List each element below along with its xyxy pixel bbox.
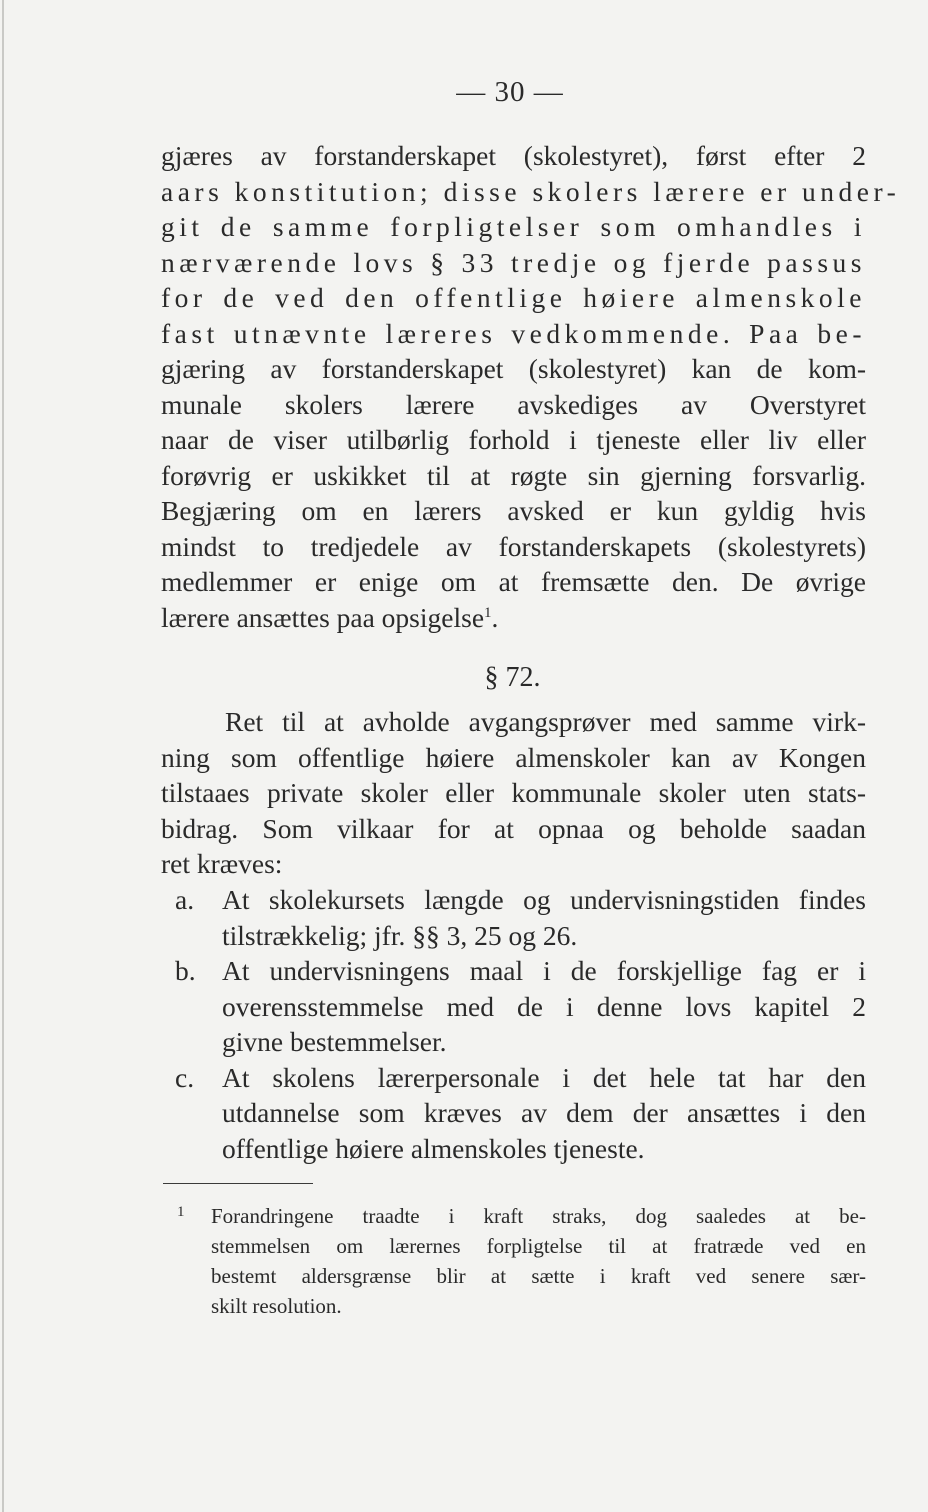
- text-line: utdannelse som kræves av dem der ansættes i den: [222, 1097, 866, 1128]
- text-line: bestemt aldersgrænse blir at sætte i kraft ved senere sær-: [211, 1264, 866, 1288]
- text-line: mindst to tredjedele av forstanderskapets (skolestyrets): [161, 530, 866, 562]
- text-line: ret kræves:: [161, 848, 283, 879]
- sentence-end: .: [491, 601, 499, 633]
- list-marker: b.: [175, 955, 196, 986]
- footnote-reference: 1: [484, 604, 492, 621]
- text-line: stemmelsen om lærernes forpligtelse til at fratræde ved en: [211, 1234, 866, 1258]
- text-line: naar de viser utilbørlig forhold i tjeneste eller liv eller: [161, 424, 866, 455]
- text-line: [161, 600, 866, 636]
- text-line: git de samme forpligtelser som omhandles i: [161, 211, 866, 242]
- paragraph-2: [161, 704, 866, 882]
- text-line: offentlige høiere almenskoles tjeneste.: [222, 1132, 645, 1164]
- text-line: fast utnævnte læreres vedkommende. Paa be-: [161, 317, 866, 349]
- text-line: for de ved den offentlige høiere almenskole: [161, 282, 866, 313]
- text-line-content: lærere ansættes paa opsigelse: [161, 601, 485, 633]
- text-line: overensstemmelse med de i denne lovs kapitel 2: [222, 990, 866, 1022]
- text-line: givne bestemmelser.: [222, 1026, 447, 1057]
- text-line: Forandringene traadte i kraft straks, dog saaledes at be-: [211, 1204, 866, 1228]
- list-item: [161, 882, 866, 953]
- footnote-divider: [163, 1183, 313, 1184]
- text-line: tilstrækkelig; jfr. §§ 3, 25 og 26.: [222, 919, 578, 951]
- list-item: [161, 953, 866, 1060]
- text-line: bidrag. Som vilkaar for at opnaa og beholde saadan: [161, 812, 866, 844]
- text-line: Ret til at avholde avgangsprøver med samme virk-: [225, 706, 866, 737]
- text-line: gjæring av forstanderskapet (skolestyret) kan de kom-: [161, 353, 866, 384]
- footnote: [161, 1201, 866, 1321]
- text-line: Begjæring om en lærers avsked er kun gyldig hvis: [161, 495, 866, 526]
- text-line: gjæres av forstanderskapet (skolestyret), først efter 2: [161, 140, 866, 171]
- text-line: munale skolers lærere avskediges av Overstyret: [161, 388, 866, 420]
- footnote-marker: 1: [177, 1204, 185, 1220]
- text-line: tilstaaes private skoler eller kommunale skoler uten stats-: [161, 777, 866, 808]
- text-line: forøvrig er uskikket til at røgte sin gjerning forsvarlig.: [161, 459, 866, 491]
- requirements-list: [161, 882, 866, 1166]
- text-line: skilt resolution.: [211, 1294, 342, 1318]
- text-line: aars konstitution; disse skolers lærere er under-: [161, 175, 901, 207]
- list-marker: c.: [175, 1061, 195, 1093]
- list-item: [161, 1060, 866, 1167]
- text-line: At skolekursets længde og undervisningstiden findes: [222, 884, 866, 915]
- paragraph-1: [161, 138, 901, 635]
- section-heading: § 72.: [484, 662, 541, 693]
- text-line: nærværende lovs § 33 tredje og fjerde passus: [161, 246, 866, 278]
- text-line: medlemmer er enige om at fremsætte den. De øvrige: [161, 566, 866, 597]
- page-number: — 30 —: [456, 76, 564, 108]
- text-line: At skolens lærerpersonale i det hele tat har den: [222, 1061, 866, 1093]
- list-marker: a.: [175, 884, 195, 915]
- text-line: At undervisningens maal i de forskjellige fag er i: [222, 955, 866, 986]
- footnote-text: [161, 1201, 866, 1321]
- text-line: ning som offentlige høiere almenskoler kan av Kongen: [161, 741, 866, 773]
